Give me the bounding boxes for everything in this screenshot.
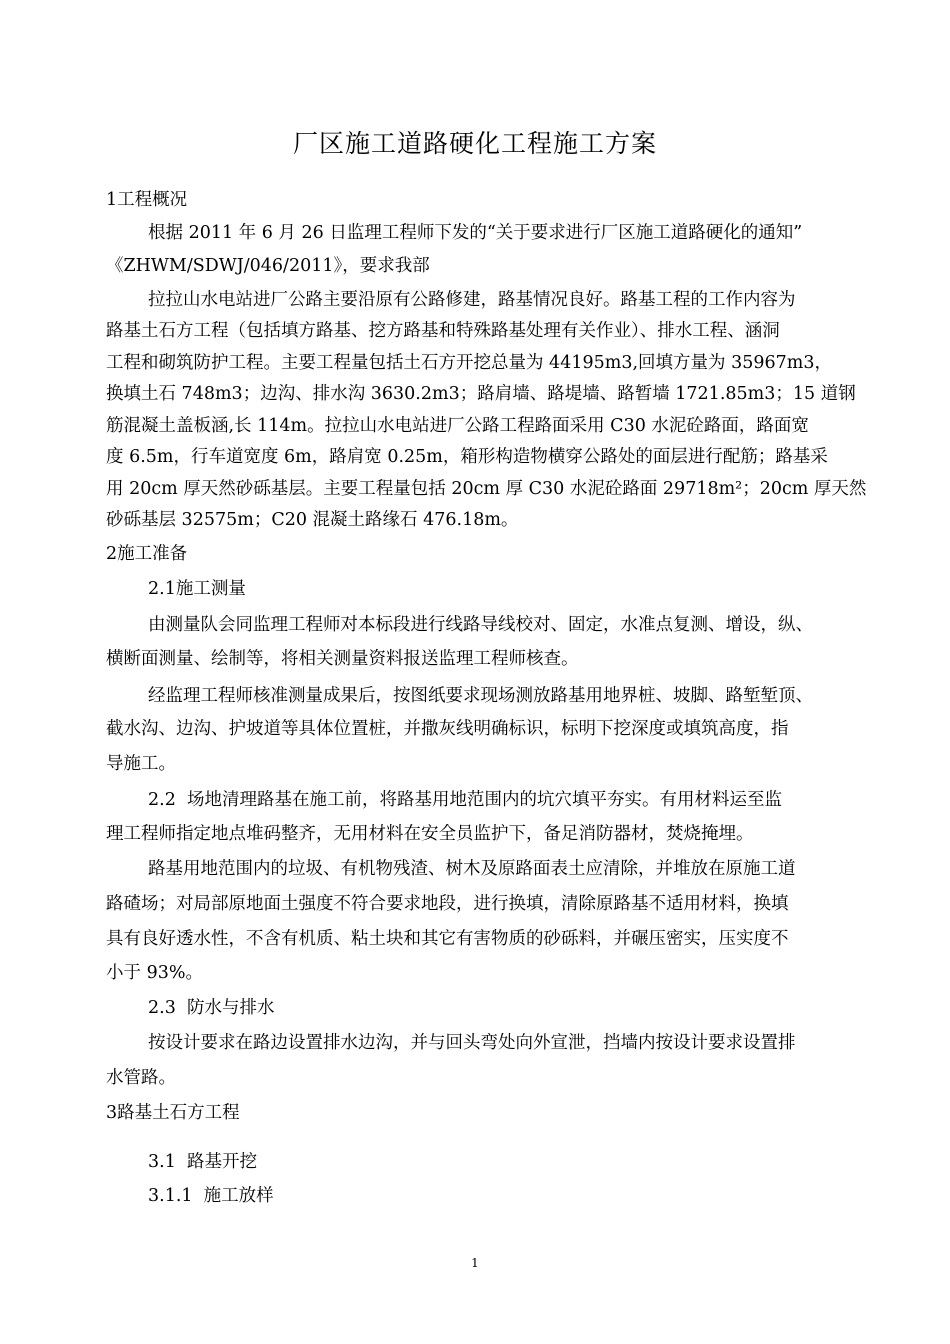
subsection-heading: 3.1 路基开挖	[148, 1152, 257, 1172]
paragraph-line: 水管路。	[106, 1068, 176, 1088]
paragraph-line: 由测量队会同监理工程师对本标段进行线路导线校对、固定，水准点复测、增设，纵、	[148, 615, 813, 635]
section-heading-2: 2施工准备	[106, 544, 188, 564]
subsection-heading: 2.1施工测量	[148, 579, 246, 599]
paragraph-line: 小于 93%。	[106, 963, 203, 983]
paragraph-line: 《ZHWM/SDWJ/046/2011》，要求我部	[106, 256, 430, 276]
paragraph-line: 换填土石 748m3；边沟、排水沟 3630.2m3；路肩墙、路堤墙、路暂墙 1721.85m3；15 道钢	[106, 384, 856, 404]
paragraph-line: 度 6.5m，行车道宽度 6m，路肩宽 0.25m，箱形构造物横穿公路处的面层进行配筋；路基采	[106, 447, 828, 467]
paragraph-line: 砂砾基层 32575m；C20 混凝土路缘石 476.18m。	[106, 510, 519, 530]
paragraph-line: 2.2 场地清理路基在施工前，将路基用地范围内的坑穴填平夯实。有用材料运至监	[148, 790, 782, 810]
page-number: 1	[471, 1256, 479, 1270]
paragraph-line: 具有良好透水性，不含有机质、粘土块和其它有害物质的砂砾料，并碾压密实，压实度不	[106, 929, 789, 949]
paragraph-line: 筋混凝土盖板涵,长 114m。拉拉山水电站进厂公路工程路面采用 C30 水泥砼路面，路面宽	[106, 416, 809, 436]
paragraph-line: 截水沟、边沟、护坡道等具体位置桩，并撒灰线明确标识，标明下挖深度或填筑高度，指	[106, 719, 789, 739]
paragraph-line: 路碴场；对局部原地面土强度不符合要求地段，进行换填，清除原路基不适用材料，换填	[106, 894, 789, 914]
paragraph-line: 工程和砌筑防护工程。主要工程量包括土石方开挖总量为 44195m3,回填方量为 35967m3，	[106, 353, 832, 373]
paragraph-line: 路基土石方工程（包括填方路基、挖方路基和特殊路基处理有关作业）、排水工程、涵洞	[106, 321, 780, 341]
paragraph-line: 按设计要求在路边设置排水边沟，并与回头弯处向外宣泄，挡墙内按设计要求设置排	[148, 1033, 796, 1053]
paragraph-line: 根据 2011 年 6 月 26 日监理工程师下发的“关于要求进行厂区施工道路硬化的通知”	[148, 223, 803, 243]
paragraph-line: 经监理工程师核准测量成果后，按图纸要求现场测放路基用地界桩、坡脚、路堑堑顶、	[148, 686, 813, 706]
section-heading-3: 3路基土石方工程	[106, 1103, 240, 1123]
section-heading-1: 1工程概况	[106, 190, 188, 210]
subsection-heading: 3.1.1 施工放样	[148, 1186, 274, 1206]
subsection-heading: 2.3 防水与排水	[148, 998, 275, 1018]
paragraph-line: 理工程师指定地点堆码整齐，无用材料在安全员监护下，备足消防器材，焚烧掩埋。	[106, 824, 754, 844]
paragraph-line: 用 20cm 厚天然砂砾基层。主要工程量包括 20cm 厚 C30 水泥砼路面 29718m²；20cm 厚天然	[106, 479, 867, 499]
paragraph-line: 拉拉山水电站进厂公路主要沿原有公路修建，路基情况良好。路基工程的工作内容为	[148, 290, 796, 310]
document-title: 厂区施工道路硬化工程施工方案	[292, 129, 657, 158]
paragraph-line: 路基用地范围内的垃圾、有机物残渣、树木及原路面表土应清除，并堆放在原施工道	[148, 859, 796, 879]
paragraph-line: 导施工。	[106, 754, 176, 774]
paragraph-line: 横断面测量、绘制等，将相关测量资料报送监理工程师核查。	[106, 649, 579, 669]
